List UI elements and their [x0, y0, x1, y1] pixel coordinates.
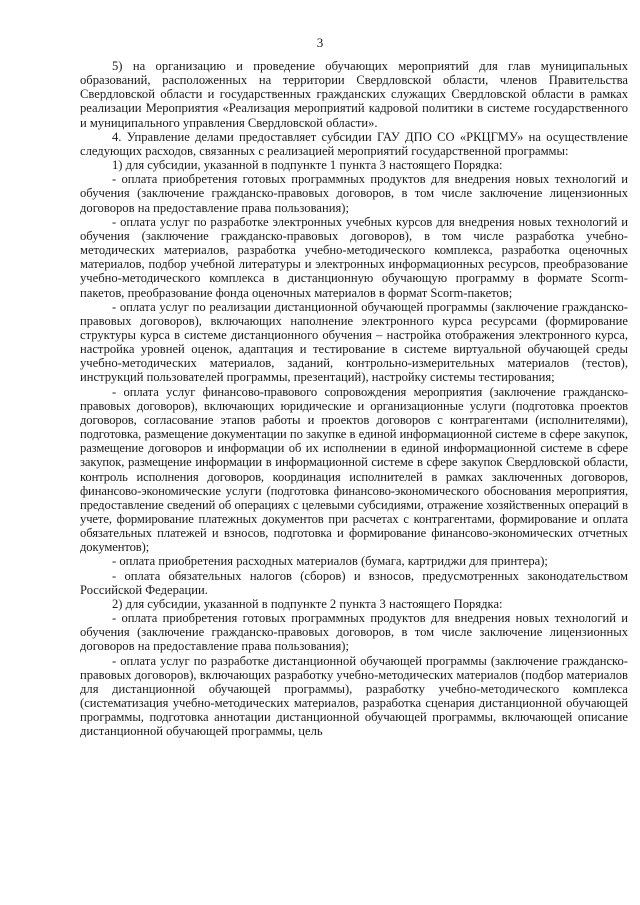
paragraph-bullet-financial-legal-support: - оплата услуг финансово-правового сопровождения мероприятия (заключение гражданско-правовых договоров), включающих юридические и организационные услуги (подготовка проектов договоров, согласование этапов работы и проектов договоров с контрагентами (исполнителями), подготовка, размещение документации по закупке в единой информационной системе в сфере закупок, размещение договоров и информации об их исполнении в единой информационной системе в сфере закупок, размещение информации в информационной системе в сфере закупок Свердловской области, контроль исполнения договоров, координация исполнителей в рамках заключенных договоров, финансово-экономические услуги (подготовка финансово-экономического обоснования мероприятия, предоставление сведений об операциях с целевыми субсидиями, отражение хозяйственных операций в учете, формирование платежных документов при расчетах с контрагентами, формирование и оплата обязательных платежей и взносов, подготовка и формирование финансово-экономических отчетных документов); — [80, 384, 628, 555]
paragraph-bullet-software-purchase-2: - оплата приобретения готовых программных продуктов для внедрения новых технологий и обучения (заключение гражданско-правовых договоров, в том числе заключение лицензионных договоров на предоставление права пользования); — [80, 611, 628, 654]
paragraph-bullet-consumables: - оплата приобретения расходных материалов (бумага, картриджи для принтера); — [112, 554, 548, 569]
paragraph-section-4: 4. Управление делами предоставляет субсидии ГАУ ДПО СО «РКЦГМУ» на осуществление следующих расходов, связанных с реализацией мероприятий государственной программы: — [80, 129, 628, 158]
document-body — [80, 59, 628, 739]
paragraph-bullet-e-course-development: - оплата услуг по разработке электронных учебных курсов для внедрения новых технологий и обучения (заключение гражданско-правовых договоров), в том числе разработка учебно-методических материалов, разработка учебно-методического комплекса, разработка оценочных материалов, подбор учебной литературы и электронных информационных ресурсов, преобразование учебно-методического комплекса в дистанционную обучающую программу в формате Scorm-пакетов, преобразование фонда оценочных материалов в формат Scorm-пакетов; — [80, 214, 628, 300]
paragraph-subsection-1: 1) для субсидии, указанной в подпункте 1 пункта 3 настоящего Порядка: — [112, 158, 503, 173]
paragraph-bullet-taxes: - оплата обязательных налогов (сборов) и взносов, предусмотренных законодательством Российской Федерации. — [80, 568, 628, 597]
paragraph-subsection-2: 2) для субсидии, указанной в подпункте 2 пункта 3 настоящего Порядка: — [112, 596, 503, 611]
paragraph-item-5: 5) на организацию и проведение обучающих мероприятий для глав муниципальных образований, расположенных на территории Свердловской области, членов Правительства Свердловской области и государственных гражданских служащих Свердловской области в рамках реализации Мероприятия «Реализация мероприятий кадровой политики в системе государственного и муниципального управления Свердловской области». — [80, 59, 628, 130]
page-number: 3 — [316, 35, 324, 50]
paragraph-bullet-software-purchase: - оплата приобретения готовых программных продуктов для внедрения новых технологий и обучения (заключение гражданско-правовых договоров, в том числе заключение лицензионных договоров на предоставление права пользования); — [80, 172, 628, 215]
paragraph-bullet-distance-program-development: - оплата услуг по разработке дистанционной обучающей программы (заключение гражданско-правовых договоров), включающих разработку учебно-методических материалов (подбор материалов для дистанционной обучающей программы), разработку учебно-методического комплекса (систематизация учебно-методических материалов, разработка сценария дистанционной обучающей программы, подготовка аннотации дистанционной обучающей программы, включающей описание дистанционной обучающей программы, цель — [80, 653, 628, 739]
paragraph-bullet-program-implementation: - оплата услуг по реализации дистанционной обучающей программы (заключение гражданско-правовых договоров), включающих наполнение электронного курса ресурсами (формирование структуры курса в системе дистанционного обучения – настройка отображения электронного курса, настройка уровней оценок, адаптация и тестирование в системе виртуальной обучающей среды учебно-методических материалов, заданий, контрольно-измерительных материалов (тестов), инструкций пользователей программы, презентаций), настройку системы тестирования; — [80, 299, 628, 385]
